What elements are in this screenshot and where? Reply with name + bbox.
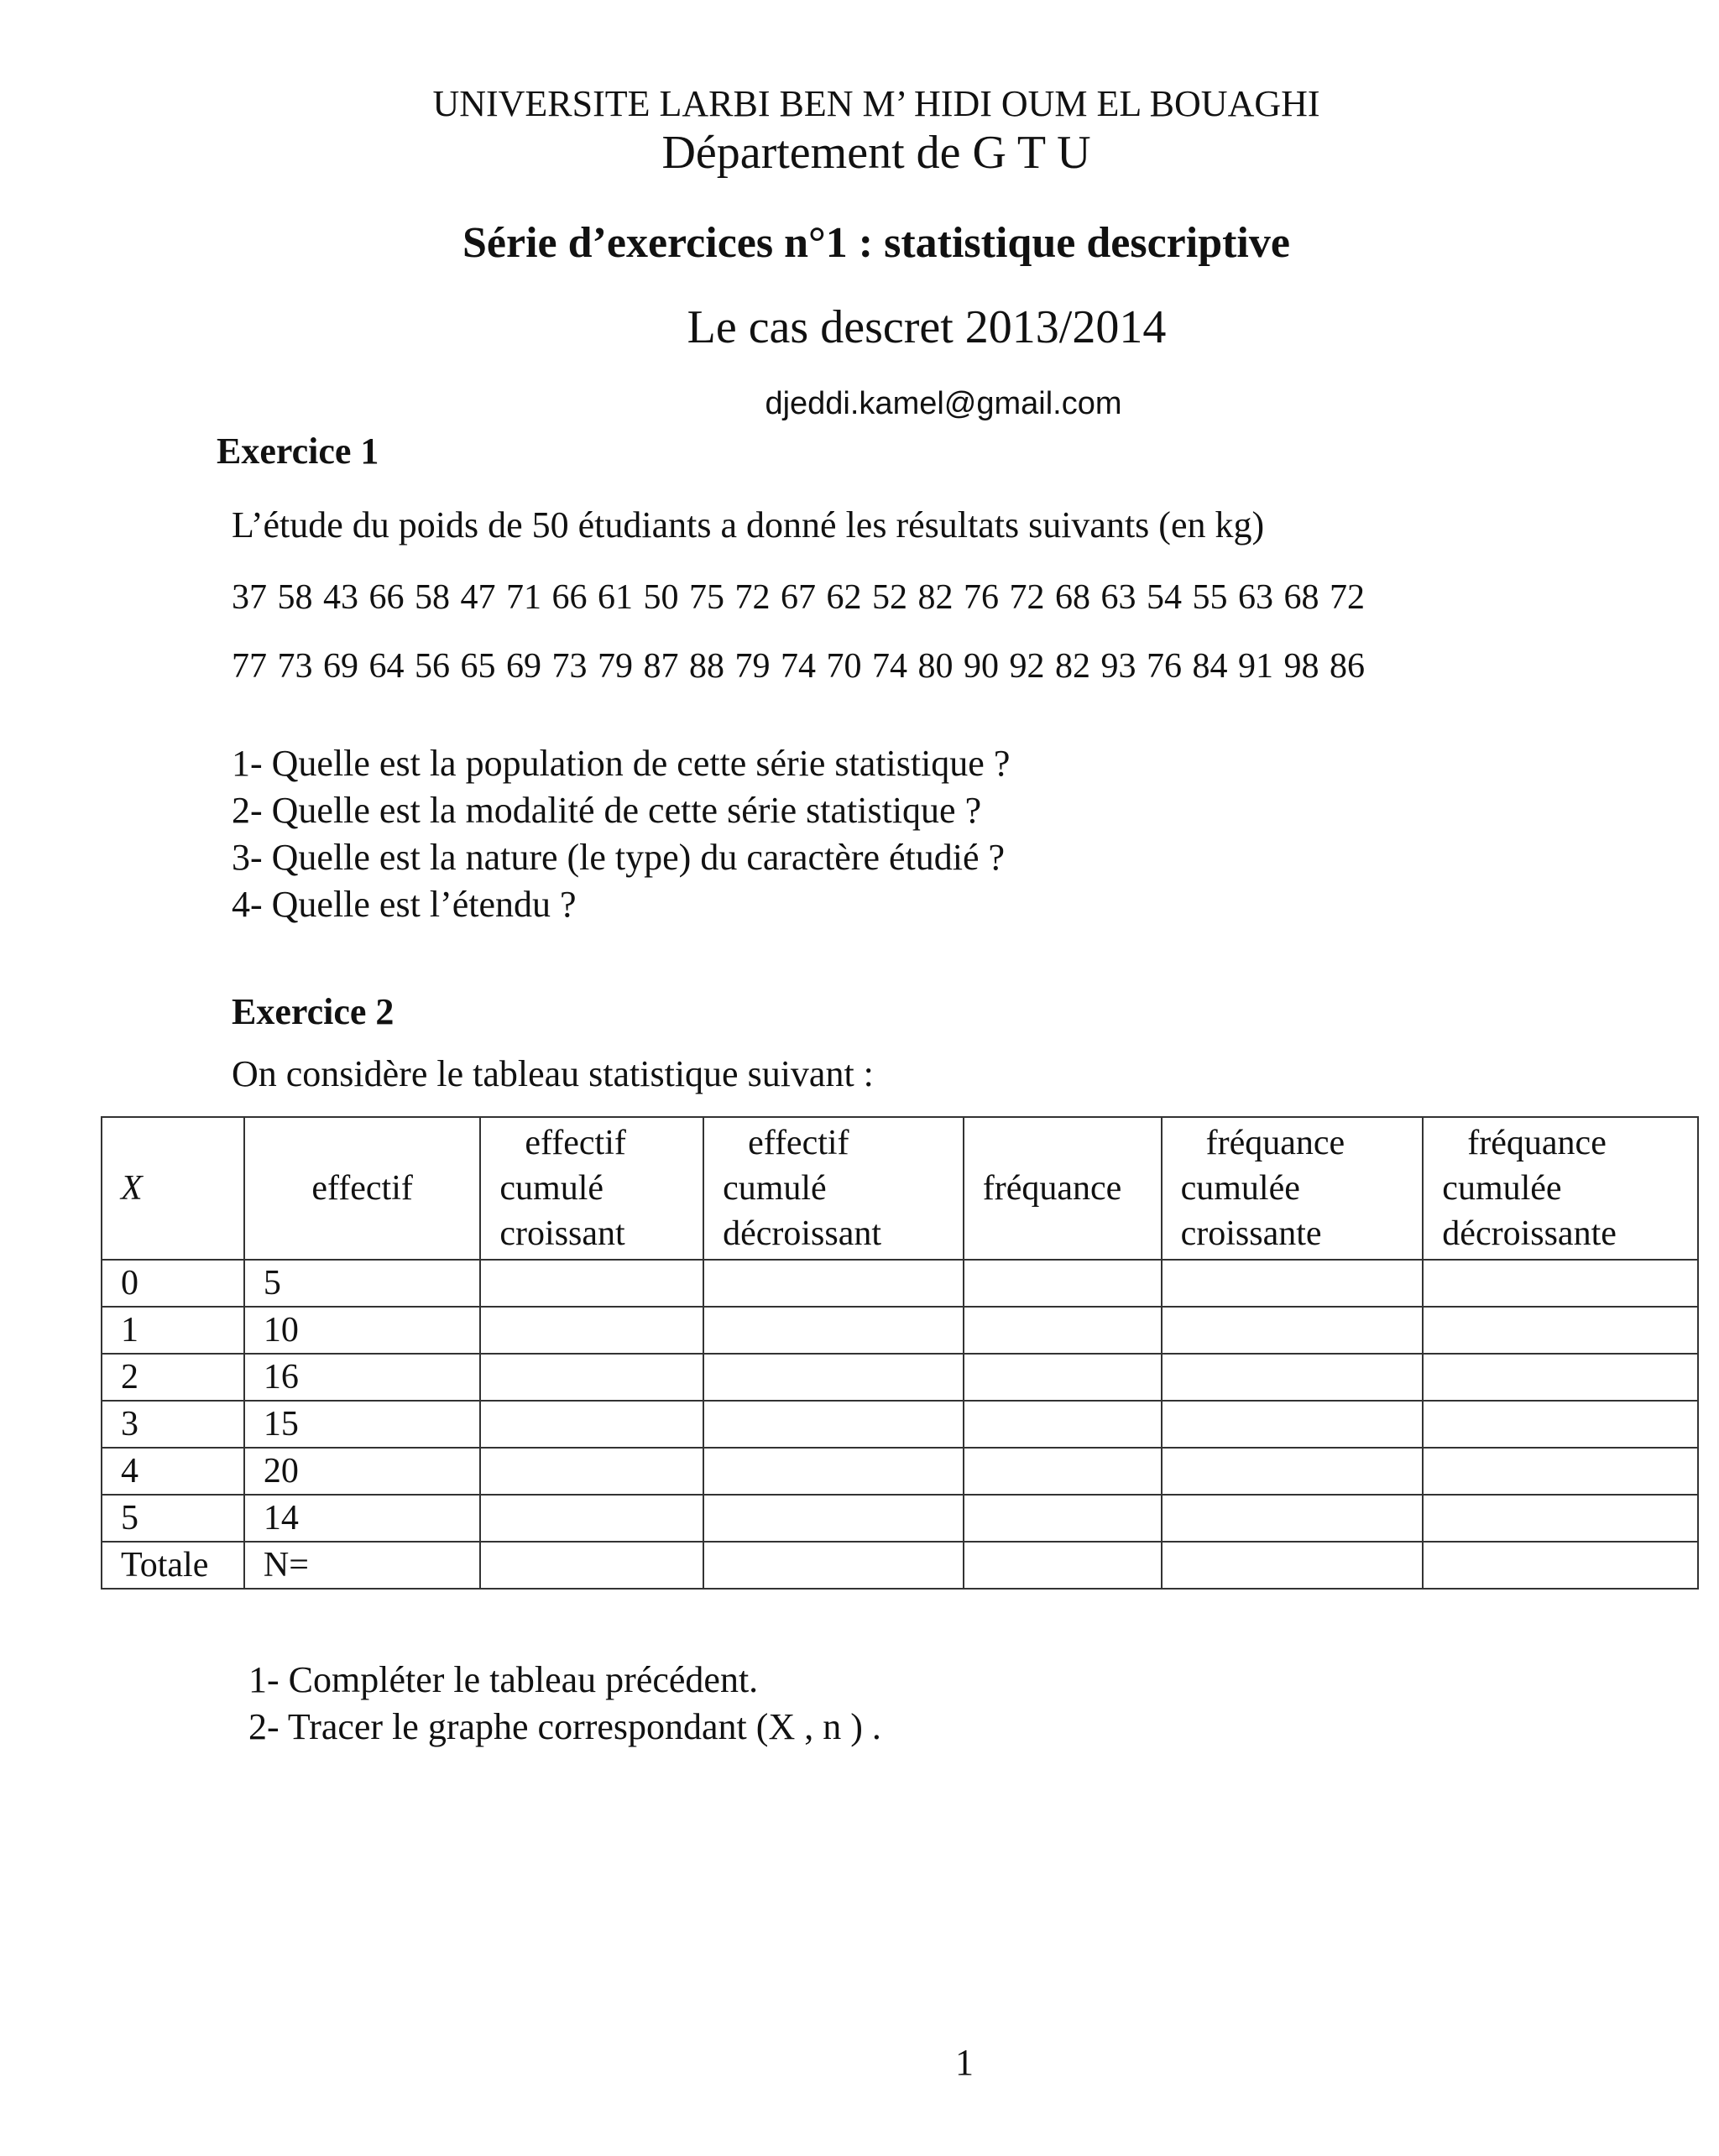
exercise1-question-3: 3- Quelle est la nature (le type) du caractère étudié ? bbox=[232, 837, 1006, 878]
exercise2-task-1: 1- Compléter le tableau précédent. bbox=[248, 1659, 759, 1700]
cell-empty bbox=[964, 1448, 1162, 1495]
header-frequance-cumulee-decroissante: fréquance cumulée décroissante bbox=[1423, 1117, 1698, 1260]
cell-empty bbox=[703, 1448, 964, 1495]
cell-empty bbox=[1423, 1495, 1698, 1542]
table-total-row bbox=[102, 1542, 1698, 1589]
cell-empty bbox=[964, 1354, 1162, 1401]
author-email: djeddi.kamel@gmail.com bbox=[765, 386, 1122, 421]
cell-total-n: N= bbox=[244, 1542, 480, 1589]
exercise1-title: Exercice 1 bbox=[217, 431, 379, 472]
cell-empty bbox=[1423, 1307, 1698, 1354]
cell-empty bbox=[1162, 1307, 1424, 1354]
cell-empty bbox=[1162, 1542, 1424, 1589]
table-row bbox=[102, 1495, 1698, 1542]
exercise2-task-2: 2- Tracer le graphe correspondant (X , n ) . bbox=[248, 1706, 881, 1747]
cell-x: 5 bbox=[102, 1495, 244, 1542]
table-row bbox=[102, 1260, 1698, 1307]
header-x: X bbox=[102, 1117, 244, 1260]
cell-empty bbox=[703, 1401, 964, 1448]
cell-x: 4 bbox=[102, 1448, 244, 1495]
cell-empty bbox=[1162, 1354, 1424, 1401]
cell-empty bbox=[703, 1495, 964, 1542]
cell-empty bbox=[1423, 1448, 1698, 1495]
cell-empty bbox=[480, 1495, 703, 1542]
exercise2-intro: On considère le tableau statistique suivant : bbox=[232, 1053, 874, 1094]
cell-empty bbox=[1423, 1354, 1698, 1401]
cell-empty bbox=[480, 1542, 703, 1589]
cell-empty bbox=[703, 1307, 964, 1354]
cell-effectif: 5 bbox=[244, 1260, 480, 1307]
cell-empty bbox=[480, 1260, 703, 1307]
cell-empty bbox=[703, 1542, 964, 1589]
exercise1-intro: L’étude du poids de 50 étudiants a donné les résultats suivants (en kg) bbox=[232, 504, 1265, 546]
subtitle: Le cas descret 2013/2014 bbox=[687, 301, 1167, 353]
exercise1-data-line-2: 77 73 69 64 56 65 69 73 79 87 88 79 74 70 74 80 90 92 82 93 76 84 91 98 86 bbox=[232, 647, 1365, 686]
cell-effectif: 14 bbox=[244, 1495, 480, 1542]
cell-empty bbox=[964, 1260, 1162, 1307]
cell-x: 0 bbox=[102, 1260, 244, 1307]
cell-effectif: 15 bbox=[244, 1401, 480, 1448]
header-effectif-cumule-decroissant: effectif cumulé décroissant bbox=[703, 1117, 964, 1260]
table-row bbox=[102, 1307, 1698, 1354]
statistics-table bbox=[101, 1116, 1699, 1590]
cell-x: 2 bbox=[102, 1354, 244, 1401]
cell-empty bbox=[964, 1401, 1162, 1448]
header-frequance: fréquance bbox=[964, 1117, 1162, 1260]
header-frequance-cumulee-croissante: fréquance cumulée croissante bbox=[1162, 1117, 1424, 1260]
table-row bbox=[102, 1354, 1698, 1401]
cell-empty bbox=[964, 1495, 1162, 1542]
table-row bbox=[102, 1448, 1698, 1495]
exercise1-question-2: 2- Quelle est la modalité de cette série statistique ? bbox=[232, 790, 982, 831]
department-name: Département de G T U bbox=[661, 127, 1091, 179]
cell-empty bbox=[1423, 1260, 1698, 1307]
cell-x: 1 bbox=[102, 1307, 244, 1354]
exercise1-question-4: 4- Quelle est l’étendu ? bbox=[232, 884, 577, 925]
exercise1-data-line-1: 37 58 43 66 58 47 71 66 61 50 75 72 67 62 52 82 76 72 68 63 54 55 63 68 72 bbox=[232, 578, 1365, 617]
cell-empty bbox=[1423, 1542, 1698, 1589]
table-row bbox=[102, 1401, 1698, 1448]
cell-empty bbox=[964, 1307, 1162, 1354]
header-effectif-cumule-croissant: effectif cumulé croissant bbox=[480, 1117, 703, 1260]
page-number: 1 bbox=[955, 2042, 974, 2083]
cell-empty bbox=[1162, 1401, 1424, 1448]
cell-empty bbox=[480, 1307, 703, 1354]
exercise2-title: Exercice 2 bbox=[232, 991, 394, 1032]
table-header-row bbox=[102, 1117, 1698, 1260]
cell-effectif: 16 bbox=[244, 1354, 480, 1401]
cell-empty bbox=[703, 1260, 964, 1307]
exercise1-question-1: 1- Quelle est la population de cette série statistique ? bbox=[232, 743, 1011, 784]
series-title: Série d’exercices n°1 : statistique descriptive bbox=[462, 219, 1290, 267]
cell-empty bbox=[1162, 1260, 1424, 1307]
cell-empty bbox=[1162, 1495, 1424, 1542]
cell-total-label: Totale bbox=[102, 1542, 244, 1589]
header-effectif: effectif bbox=[244, 1117, 480, 1260]
university-name: UNIVERSITE LARBI BEN M’ HIDI OUM EL BOUAGHI bbox=[432, 83, 1320, 124]
cell-empty bbox=[1423, 1401, 1698, 1448]
cell-empty bbox=[703, 1354, 964, 1401]
cell-empty bbox=[480, 1354, 703, 1401]
cell-empty bbox=[480, 1448, 703, 1495]
cell-empty bbox=[1162, 1448, 1424, 1495]
cell-effectif: 20 bbox=[244, 1448, 480, 1495]
cell-empty bbox=[480, 1401, 703, 1448]
cell-effectif: 10 bbox=[244, 1307, 480, 1354]
cell-empty bbox=[964, 1542, 1162, 1589]
cell-x: 3 bbox=[102, 1401, 244, 1448]
